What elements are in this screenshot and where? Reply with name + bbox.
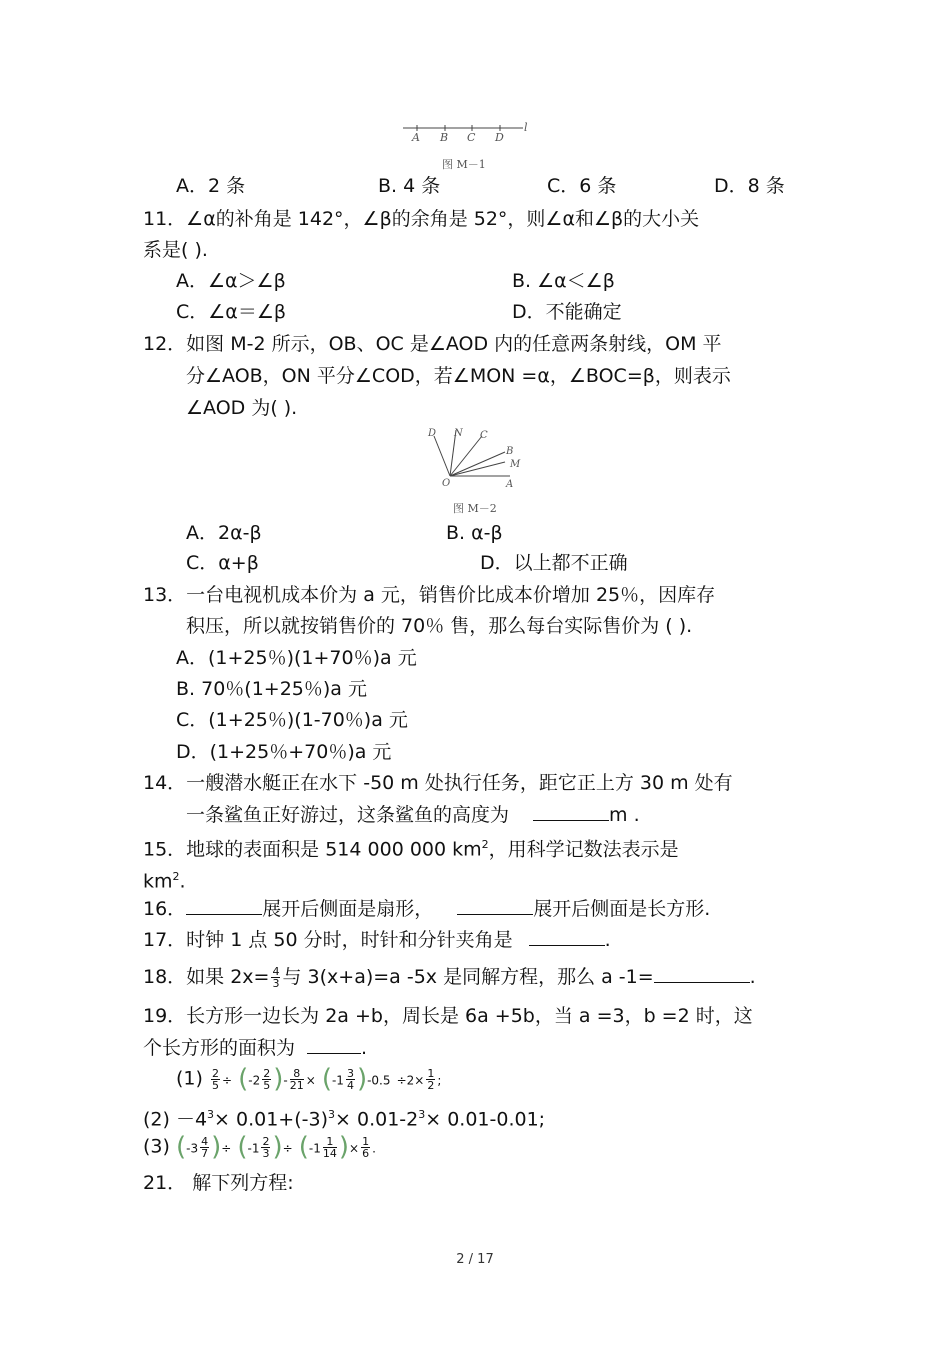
fig2-label-d: D <box>428 428 437 439</box>
q11-line1: 11．∠α的补角是 142°，∠β的余角是 52°，则∠α和∠β的大小关 <box>143 208 700 230</box>
q12-line2: 分∠AOB，ON 平分∠COD，若∠MON =α，∠BOC=β，则表示 <box>186 365 731 387</box>
page-number: 2 / 17 <box>456 1252 494 1267</box>
q12-option-a: A．2α-β <box>186 522 262 544</box>
q14-line2: 一条鲨鱼正好游过，这条鲨鱼的高度为 m . <box>186 804 640 826</box>
q19-blank <box>307 1035 361 1054</box>
q11-option-c: C．∠α＝∠β <box>176 301 286 323</box>
fig2-label-n: N <box>454 428 463 439</box>
q14-line1: 14．一艘潜水艇正在水下 -50 m 处执行任务，距它正上方 30 m 处有 <box>143 772 733 794</box>
q15-line2: $km^2$. <box>143 870 186 893</box>
q12-line3: ∠AOD 为( ). <box>186 397 298 419</box>
fig2-label-a: A <box>506 479 514 490</box>
q16-blank-1 <box>186 896 262 915</box>
q18-blank <box>654 964 750 983</box>
q13-option-a: A．(1+25％)(1+70％)a 元 <box>176 647 417 669</box>
q17-blank <box>529 927 605 946</box>
q12-option-c: C．α+β <box>186 552 259 574</box>
q11-option-d: D．不能确定 <box>512 301 622 323</box>
fig2-caption: 图 M－2 <box>453 502 497 515</box>
q14-answer-blank <box>533 802 609 821</box>
q10-option-b: B. 4 条 <box>378 175 441 197</box>
q20-part1: (1) $\frac{2}{5}$ ÷ (-2 $\frac{2}{5}$ )- $\frac{8}{21}$ × (-1 $\frac{3}{4}$ )-0.5 ÷2× $\frac{1}{2}$ ; <box>176 1064 442 1094</box>
q19-line1: 19．长方形一边长为 2a +b，周长是 6a +5b，当 a =3，b =2 时，这 <box>143 1005 753 1027</box>
q16-line: 16． 展开后侧面是扇形， 展开后侧面是长方形. <box>143 898 711 920</box>
q12-line1: 12．如图 M-2 所示，OB、OC 是∠AOD 内的任意两条射线，OM 平 <box>143 333 722 355</box>
fig2-label-c: C <box>480 430 488 441</box>
q13-option-b: B. 70％(1+25％)a 元 <box>176 678 367 700</box>
q13-line2: 积压，所以就按销售价的 70％ 售，那么每台实际售价为 ( ). <box>186 615 693 637</box>
q10-option-a: A．2 条 <box>176 175 246 197</box>
q17-line: 17．时钟 1 点 50 分时，时针和分针夹角是 . <box>143 929 611 951</box>
q10-option-c: C．6 条 <box>547 175 617 197</box>
fig1-point-c: C <box>467 131 476 144</box>
q10-option-d: D．8 条 <box>714 175 785 197</box>
q18-line: 18．如果 2x= $\frac{4}{3}$ 与 3(x+a)=a -5x 是同解方程，那么 a -1= . <box>143 965 756 990</box>
q11-line2: 系是( ). <box>143 239 208 261</box>
fig2-label-m: M <box>510 459 521 470</box>
fig2-label-b: B <box>506 446 514 457</box>
fig1-point-b: B <box>440 131 449 144</box>
q19-line2: 个长方形的面积为 . <box>143 1037 368 1059</box>
fig1-caption: 图 M－1 <box>442 158 486 171</box>
q11-option-b: B. ∠α＜∠β <box>512 270 615 292</box>
q12-option-d: D．以上都不正确 <box>480 552 628 574</box>
q18-fraction: $\frac{4}{3}$ <box>272 965 280 990</box>
q12-option-b: B. α-β <box>446 522 503 544</box>
fig1-point-a: A <box>412 131 420 144</box>
q20-part3: (3) (-3 $\frac{4}{7}$ )÷ (-1 $\frac{2}{3}$ )÷ (-1 $\frac{1}{14}$ )× $\frac{1}{6}$ . <box>143 1132 376 1162</box>
fig2-label-o: O <box>442 478 451 489</box>
q11-option-a: A．∠α＞∠β <box>176 270 286 292</box>
q15-line1: 15．地球的表面积是 514 000 000 $km^2$，用科学记数法表示是 <box>143 838 679 861</box>
q16-blank-2 <box>457 896 533 915</box>
q21-line: 21． 解下列方程: <box>143 1172 294 1194</box>
q13-line1: 13．一台电视机成本价为 a 元，销售价比成本价增加 25％，因库存 <box>143 584 716 606</box>
q20-part2: $(2) -4^3\times 0.01+(-3)^3\times 0.01-2^3\times 0.01-0.01$; <box>143 1108 546 1131</box>
figure-m2 <box>420 424 530 496</box>
fig1-line-label: l <box>524 121 528 134</box>
fig1-point-d: D <box>495 131 504 144</box>
q13-option-d: D．(1+25％+70％)a 元 <box>176 741 392 763</box>
q13-option-c: C．(1+25％)(1-70％)a 元 <box>176 709 408 731</box>
